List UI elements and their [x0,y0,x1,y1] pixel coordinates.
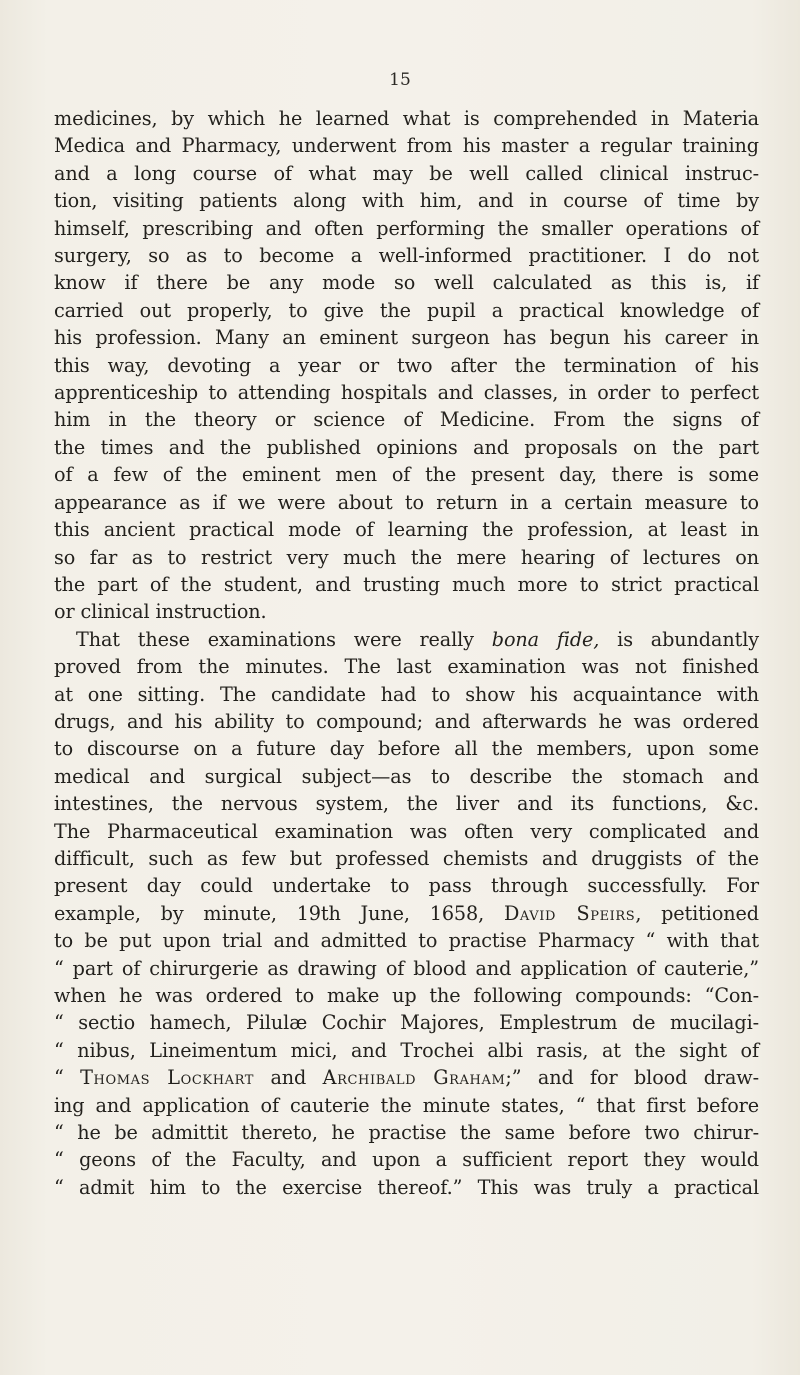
text-line: of a few of the eminent men of the present day, there is some [54,463,759,487]
text-line: appearance as if we were about to return in a certain measure to [54,490,759,514]
text-line: the times and the published opinions and proposals on the part [54,435,759,459]
text-line: at one sitting. The candidate had to show his acquaintance with [54,682,759,706]
text-line: to be put upon trial and admitted to practise Pharmacy “ with that [54,929,759,953]
text-line: himself, prescribing and often performing the smaller operations of [54,216,759,240]
text-line: him in the theory or science of Medicine. From the signs of [54,408,759,432]
text-line: “ he be admittit thereto, he practise the same before two chirur- [54,1121,759,1145]
text-line: medical and surgical subject—as to describe the stomach and [54,764,759,788]
text-line: tion, visiting patients along with him, and in course of time by [54,189,759,213]
person-name: Archibald Graham [322,1066,506,1090]
text-line: the part of the student, and trusting much more to strict practical [54,572,759,596]
text-line: so far as to restrict very much the mere hearing of lectures on [54,545,759,569]
text-line: apprenticeship to attending hospitals and classes, in order to perfect [54,381,759,405]
text-line: intestines, the nervous system, the liver and its functions, &c. [54,792,759,816]
italic-phrase: bona fide, [491,627,600,651]
page-number: 15 [389,70,411,90]
text-line [54,900,759,927]
text-fragment: ;” and for blood draw- [505,1066,759,1090]
text-line: medicines, by which he learned what is comprehended in Materia [54,107,759,130]
text-line: this ancient practical mode of learning the profession, at least in [54,518,759,542]
text-fragment: example, by minute, 19th June, 1658, [54,901,504,925]
text-line: present day could undertake to pass through successfully. For [54,874,759,898]
body-text [54,105,759,1201]
text-line: The Pharmaceutical examination was often very complicated and [54,819,759,843]
text-fragment: and [254,1066,323,1090]
text-line: surgery, so as to become a well-informed practitioner. I do not [54,244,759,268]
text-line: difficult, such as few but professed chemists and druggists of the [54,846,759,870]
text-line: his profession. Many an eminent surgeon has begun his career in [54,326,759,350]
text-fragment: “ [54,1066,81,1090]
text-line [54,1064,759,1091]
text-fragment: , petitioned [635,901,759,925]
text-line: proved from the minutes. The last examination was not finished [54,655,759,679]
text-line: “ nibus, Lineimentum mici, and Trochei albi rasis, at the sight of [54,1038,759,1062]
text-line: to discourse on a future day before all the members, upon some [54,737,759,761]
text-line: “ sectio hamech, Pilulæ Cochir Majores, Emplestrum de mucilagi- [54,1011,759,1035]
text-line: carried out properly, to give the pupil a practical knowledge of [54,298,759,322]
text-line: ing and application of cauterie the minute states, “ that first before [54,1093,759,1117]
text-line: Medica and Pharmacy, underwent from his master a regular training [54,134,759,158]
text-line: “ part of chirurgerie as drawing of blood and application of cauterie,” [54,956,759,980]
text-line: “ admit him to the exercise thereof.” This was truly a practical [54,1175,759,1199]
text-line [54,626,759,653]
text-fragment: That these examinations were really [76,627,492,651]
text-fragment: is abundantly [599,627,759,651]
text-line: know if there be any mode so well calculated as this is, if [54,271,759,295]
person-name: Thomas Lockhart [80,1066,255,1090]
person-name: David Speirs [503,901,636,925]
text-line: and a long course of what may be well called clinical instruc- [54,161,759,185]
text-line: drugs, and his ability to compound; and afterwards he was ordered [54,709,759,733]
text-line: when he was ordered to make up the following compounds: “Con- [54,984,759,1007]
text-line: or clinical instruction. [54,600,267,624]
text-line: “ geons of the Faculty, and upon a sufficient report they would [54,1148,759,1172]
text-line: this way, devoting a year or two after the termination of his [54,353,759,377]
